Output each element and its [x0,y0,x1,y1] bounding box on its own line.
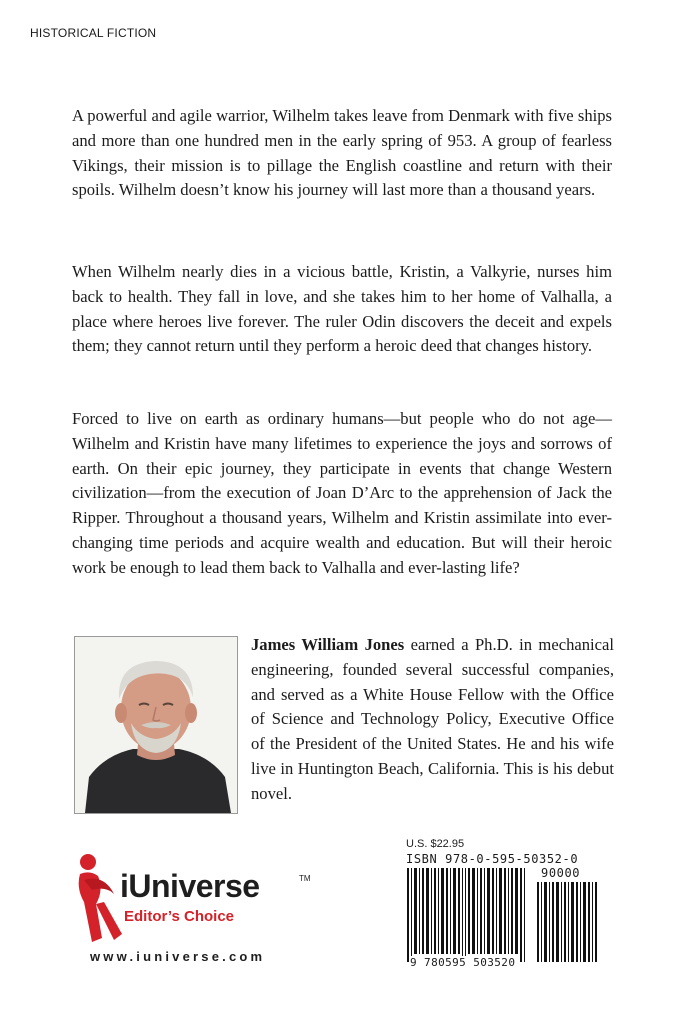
author-name: James William Jones [251,635,405,654]
author-portrait-icon [75,637,237,813]
trademark-mark: TM [299,874,311,883]
price-label: U.S. $22.95 [406,838,465,850]
author-bio-text: earned a Ph.D. in mechanical engineering, founded several successful companies, and served as a White House Fellow with the Office of Science and Technology Policy, Executive Office of the President of the United States. He and his wife live in Huntington Beach, California. This is his debut novel. [251,635,614,803]
publisher-url[interactable]: www.iuniverse.com [90,949,266,964]
author-bio [251,633,614,807]
blurb-paragraph-3: Forced to live on earth as ordinary humans—but people who do not age—Wilhelm and Kristin have many lifetimes to experience the joys and sorrows of earth. On their epic journey, they participate in events that change Western civilization—from the execution of Joan D’Arc to the apprehension of Jack the Ripper. Throughout a thousand years, Wilhelm and Kristin assimilate into ever-changing time periods and acquire wealth and education. But will their heroic work be enough to lead them back to Valhalla and ever-lasting life? [72,409,612,577]
isbn-label: ISBN 978-0-595-50352-0 [406,852,579,866]
blurb-paragraph-1: A powerful and agile warrior, Wilhelm takes leave from Denmark with five ships and more than one hundred men in the early spring of 953. A group of fearless Vikings, their mission is to pillage the English coastline and return with their spoils. Wilhelm doesn’t know his journey will last more than a thousand years. [72,106,612,200]
publisher-tagline: Editor’s Choice [124,908,235,925]
publisher-brand: iUniverse [120,868,260,904]
barcode [403,866,611,970]
author-photo [74,636,238,814]
blurb-paragraph-2: When Wilhelm nearly dies in a vicious battle, Kristin, a Valkyrie, nurses him back to health. They fall in love, and she takes him to her home of Valhalla, a place where heroes live forever. The ruler Odin discovers the deceit and expels them; they cannot return until they perform a heroic deed that changes history. [72,262,612,356]
genre-label: HISTORICAL FICTION [30,26,157,40]
barcode-icon [403,866,611,970]
barcode-digits: 9 780595 503520 [410,956,516,969]
barcode-addon: 90000 [541,866,581,880]
